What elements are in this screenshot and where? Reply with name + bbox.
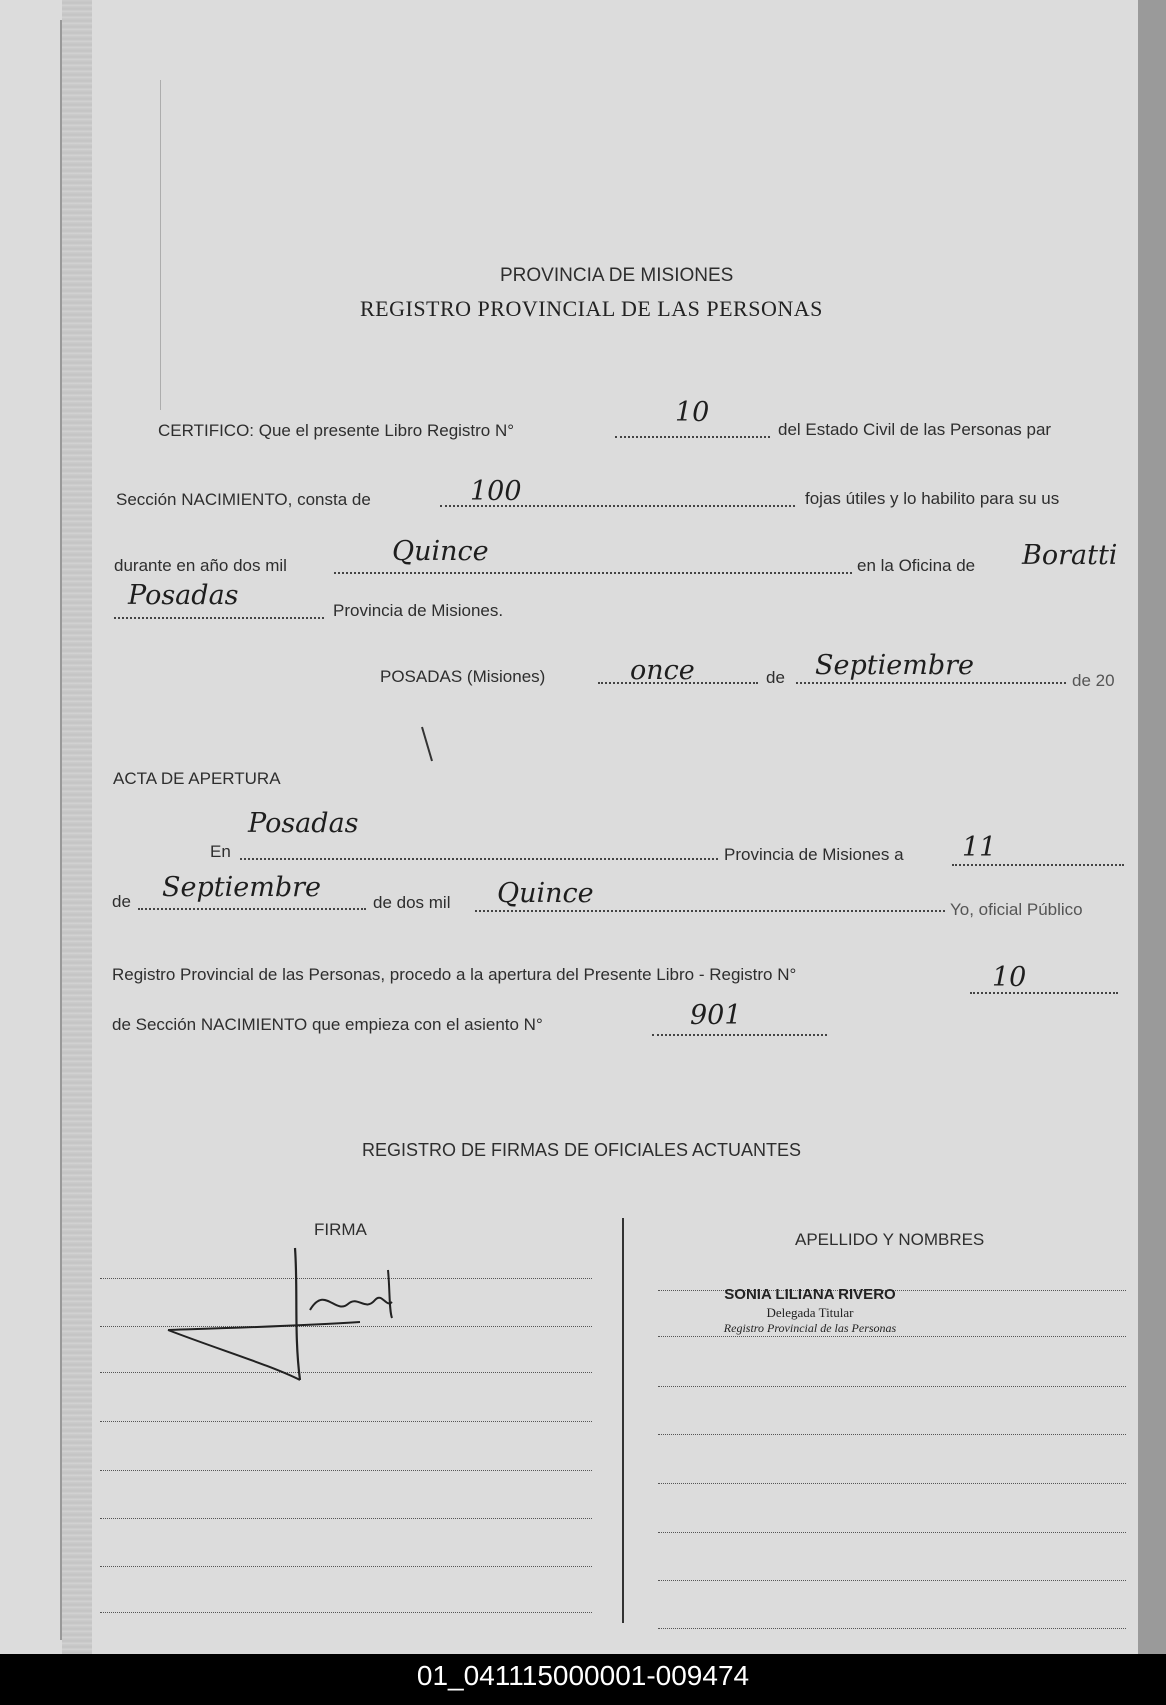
cert-line2-suffix: fojas útiles y lo habilito para su us [805,489,1060,508]
acta-en-label: En [210,842,231,861]
anio-handwritten: Quince [392,536,489,567]
acta-en-dots [240,858,718,860]
cert-line3-mid: en la Oficina de [857,556,976,575]
acta-asiento-handwritten: 901 [690,1000,742,1031]
acta-provincia-label: Provincia de Misiones a [724,845,904,864]
nombre-row-line [658,1386,1126,1387]
registry-heading: REGISTRO PROVINCIAL DE LAS PERSONAS [360,296,823,321]
acta-asiento-dots [652,1034,827,1036]
binding-line [60,20,62,1640]
cert-line3-dots [334,572,852,574]
nombre-row-line [658,1532,1126,1533]
acta-line4: de Sección NACIMIENTO que empieza con el asiento N° [112,1015,543,1034]
acta-title: ACTA DE APERTURA [113,769,281,788]
cert-line3-prefix: durante en año dos mil [114,556,287,575]
date-day-handwritten: once [630,655,695,686]
firma-row-line [100,1470,592,1471]
date-de2: de 20 [1072,671,1115,690]
acta-mes-handwritten: Septiembre [162,872,321,903]
acta-registro-handwritten: 10 [992,962,1027,993]
acta-dia-dots [952,864,1124,866]
acta-anio-handwritten: Quince [497,878,594,909]
date-month-handwritten: Septiembre [815,650,974,681]
acta-oficial-label: Yo, oficial Público [950,900,1083,919]
cert-line1-prefix: CERTIFICO: Que el presente Libro Registro N° [158,421,515,440]
acta-line3: Registro Provincial de las Personas, procedo a la apertura del Presente Libro - Registro N° [112,965,797,984]
col-nombres-header: APELLIDO Y NOMBRES [795,1230,985,1249]
pen-stroke-mark [418,725,438,765]
cert-line1-suffix: del Estado Civil de las Personas par [778,420,1052,439]
firma-row-line [100,1518,592,1519]
firma-row-line [100,1612,592,1613]
binding-line-inner [160,80,161,410]
nombre-row-line [658,1580,1126,1581]
col-firma-header: FIRMA [314,1220,367,1239]
official-stamp [690,1286,930,1336]
nombre-row-line [658,1483,1126,1484]
cert-line1-dots [615,436,770,438]
oficina-handwritten: Boratti [1022,540,1118,571]
cert-line4-dots [114,617,324,619]
libro-numero-handwritten: 10 [675,397,710,428]
acta-mes-dots [138,908,366,910]
province-heading: PROVINCIA DE MISIONES [500,265,734,286]
cert-line2-prefix: Sección NACIMIENTO, consta de [116,490,371,509]
stamp-role: Delegada Titular [766,1305,854,1320]
date-de1: de [766,668,785,687]
firmas-title: REGISTRO DE FIRMAS DE OFICIALES ACTUANTES [362,1140,802,1160]
date-month-dots [796,682,1066,684]
acta-dia-handwritten: 11 [962,832,997,863]
stamp-org: Registro Provincial de las Personas [723,1321,897,1335]
firma-row-line [100,1566,592,1567]
handwritten-signature [160,1240,440,1390]
nombre-row-line [658,1434,1126,1435]
stamp-name: SONIA LILIANA RIVERO [724,1286,896,1303]
acta-en-handwritten: Posadas [248,808,359,839]
nombre-row-line [658,1628,1126,1629]
date-prefix: POSADAS (Misiones) [380,667,546,686]
acta-dos-mil-label: de dos mil [373,893,451,912]
nombre-row-line [658,1336,1126,1337]
column-divider [622,1218,624,1623]
acta-anio-dots [475,910,945,912]
page-edge-shadow [1138,0,1166,1654]
cert-line4-suffix: Provincia de Misiones. [333,601,504,620]
firma-row-line [100,1421,592,1422]
localidad-handwritten: Posadas [128,580,239,611]
acta-de-label: de [112,892,131,911]
binding-strip [62,0,92,1654]
fojas-handwritten: 100 [470,476,522,507]
document-id: 01_041115000001-009474 [416,1660,750,1691]
